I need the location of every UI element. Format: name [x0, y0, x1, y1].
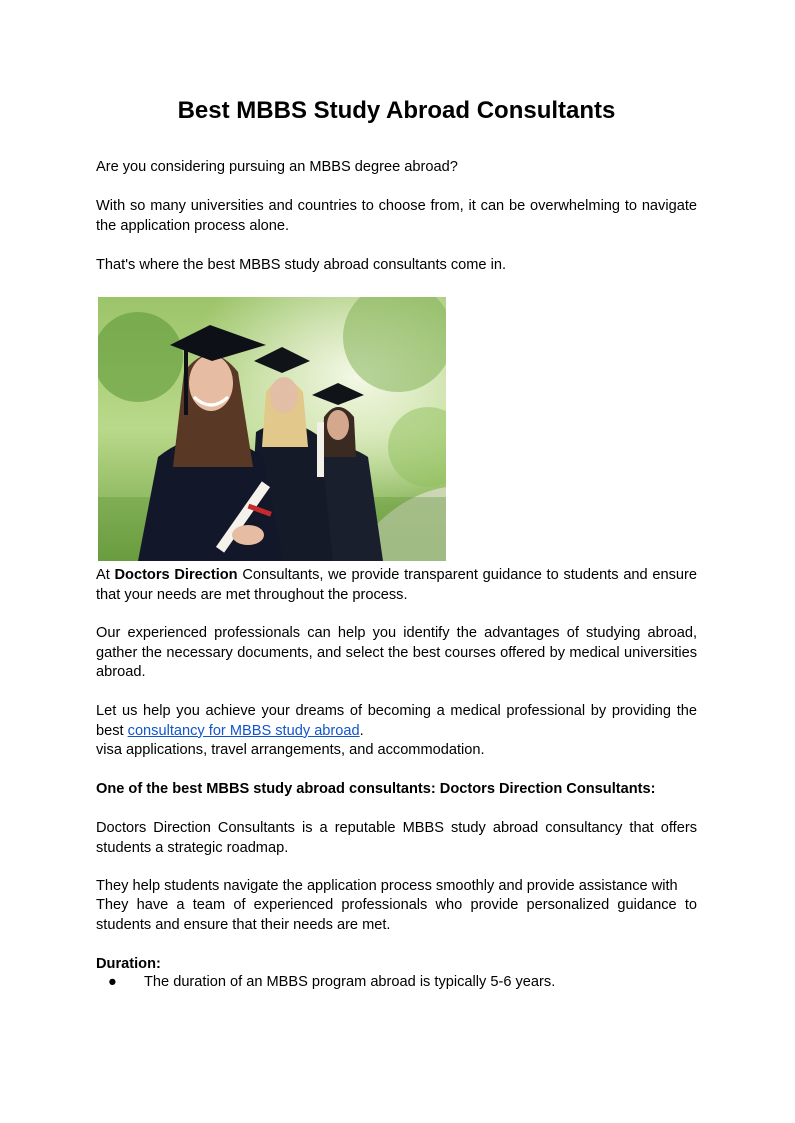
- intro-question: Are you considering pursuing an MBBS degree abroad?: [96, 159, 458, 175]
- duration-list-item: [108, 973, 555, 993]
- professionals-paragraph: Our experienced professionals can help you identify the advantages of studying abroad, gather the necessary documents, and select the best courses offered by medical universities abroad.: [96, 625, 697, 680]
- consultancy-link[interactable]: consultancy for MBBS study abroad: [127, 722, 360, 739]
- graduates-photo: [98, 297, 446, 561]
- intro-paragraph: With so many universities and countries to choose from, it can be overwhelming to navigate the application process alone.: [96, 198, 697, 234]
- doctors-direction-paragraph: [96, 566, 697, 605]
- visa-line: visa applications, travel arrangements, and accommodation.: [96, 742, 485, 758]
- roadmap-paragraph: Doctors Direction Consultants is a reputable MBBS study abroad consultancy that offers students a strategic roadmap.: [96, 820, 697, 856]
- help-prefix: Let us help you achieve your dreams of becoming a medical professional by providing the best: [96, 703, 697, 739]
- help-suffix: .: [359, 722, 364, 739]
- team-paragraph: They have a team of experienced professionals who provide personalized guidance to students and ensure that their needs are met.: [96, 897, 697, 933]
- intro-consultants-line: That's where the best MBBS study abroad consultants come in.: [96, 257, 507, 273]
- bullet-icon: ●: [108, 974, 117, 990]
- paragraph-rest: Consultants, we provide transparent guidance to students and ensure that your needs are met throughout the process.: [96, 567, 697, 603]
- section-heading: One of the best MBBS study abroad consultants: Doctors Direction Consultants:: [96, 781, 656, 797]
- paragraph-prefix: At: [96, 567, 115, 583]
- navigate-line: They help students navigate the application process smoothly and provide assistance with: [96, 878, 678, 894]
- help-paragraph: [96, 702, 697, 741]
- duration-item-text: The duration of an MBBS program abroad is typically 5-6 years.: [144, 974, 556, 990]
- duration-heading: Duration:: [96, 956, 161, 972]
- page-title: Best MBBS Study Abroad Consultants: [177, 97, 616, 124]
- brand-name: Doctors Direction: [114, 567, 238, 583]
